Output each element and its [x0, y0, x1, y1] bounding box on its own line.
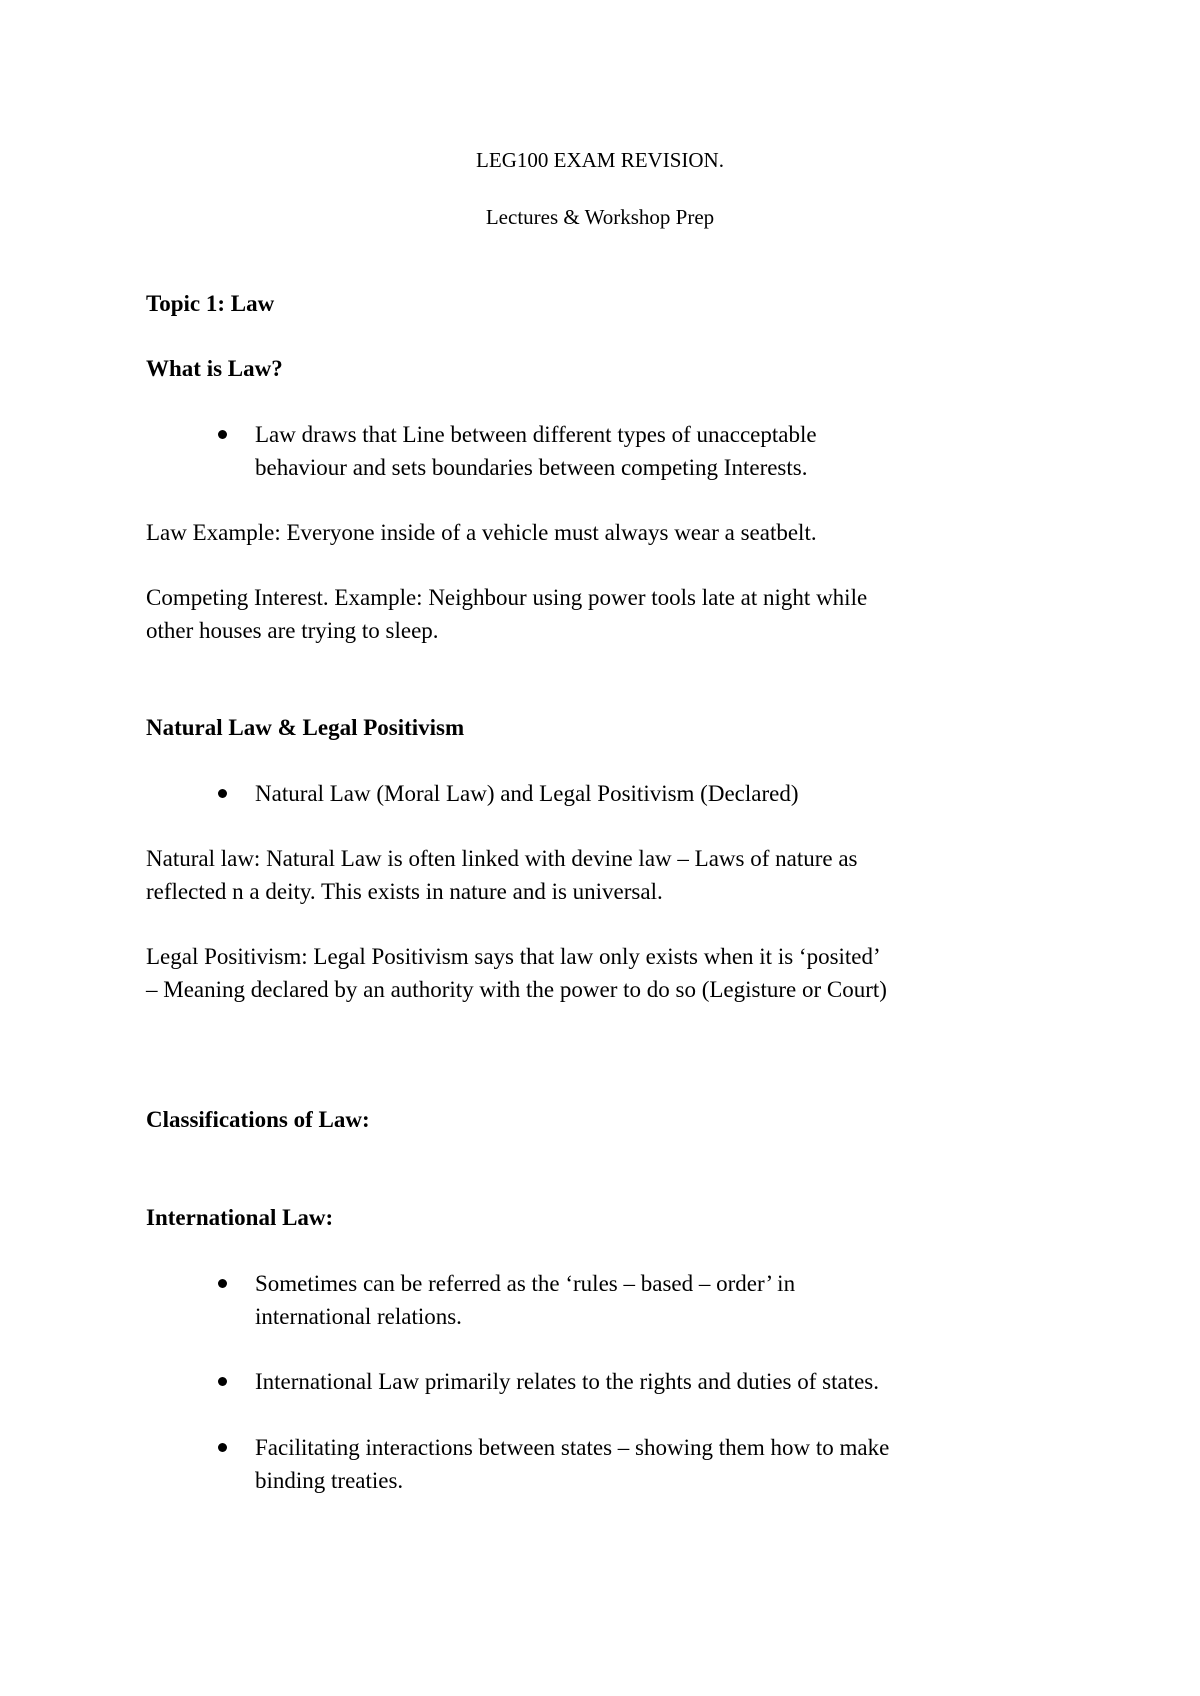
legal-positivism-line-2: – Meaning declared by an authority with the power to do so (Legisture or Court) — [146, 977, 887, 1002]
bullet-dot-icon — [218, 430, 227, 439]
natural-law-line-1: Natural law: Natural Law is often linked with devine law – Laws of nature as — [146, 846, 858, 871]
what-is-law-bullet-line-2: behaviour and sets boundaries between competing Interests. — [255, 455, 808, 480]
document-subtitle: Lectures & Workshop Prep — [485, 205, 715, 229]
international-bullet-1-line-1: Sometimes can be referred as the ‘rules – based – order’ in — [255, 1271, 796, 1296]
international-bullet-2: International Law primarily relates to the rights and duties of states. — [255, 1369, 880, 1394]
international-bullet-3-line-1: Facilitating interactions between states – showing them how to make — [255, 1435, 890, 1460]
bullet-dot-icon — [218, 1279, 227, 1288]
international-law-heading: International Law: — [146, 1205, 334, 1230]
legal-positivism-line-1: Legal Positivism: Legal Positivism says that law only exists when it is ‘posited’ — [146, 944, 881, 969]
competing-interest-line-1: Competing Interest. Example: Neighbour using power tools late at night while — [146, 585, 868, 610]
natural-law-heading: Natural Law & Legal Positivism — [146, 715, 465, 740]
natural-law-line-2: reflected n a deity. This exists in nature and is universal. — [146, 879, 663, 904]
bullet-dot-icon — [218, 1377, 227, 1386]
topic-heading: Topic 1: Law — [146, 291, 275, 316]
bullet-dot-icon — [218, 789, 227, 798]
document-title: LEG100 EXAM REVISION. — [476, 148, 724, 172]
what-is-law-heading: What is Law? — [146, 356, 283, 381]
international-bullet-1-line-2: international relations. — [255, 1304, 462, 1329]
competing-interest-line-2: other houses are trying to sleep. — [146, 618, 439, 643]
law-example-text: Law Example: Everyone inside of a vehicle must always wear a seatbelt. — [146, 520, 817, 545]
what-is-law-bullet-line-1: Law draws that Line between different types of unacceptable — [255, 422, 817, 447]
international-bullet-3-line-2: binding treaties. — [255, 1468, 404, 1493]
bullet-dot-icon — [218, 1443, 227, 1452]
classifications-heading: Classifications of Law: — [146, 1107, 370, 1132]
natural-law-bullet: Natural Law (Moral Law) and Legal Positivism (Declared) — [255, 781, 799, 806]
